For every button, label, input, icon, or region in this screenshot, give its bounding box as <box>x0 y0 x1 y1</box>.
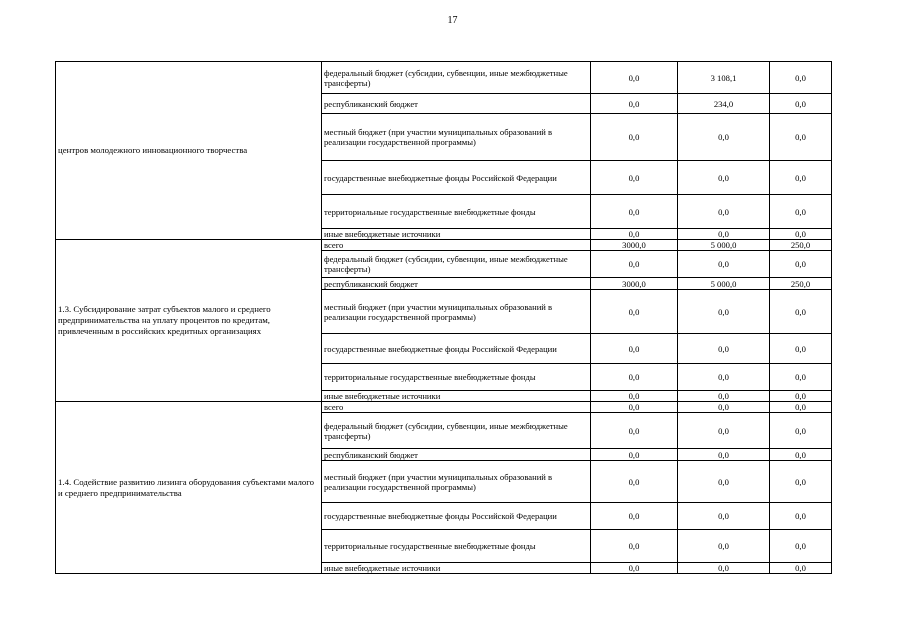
value-cell: 0,0 <box>591 530 678 563</box>
value-cell: 5 000,0 <box>678 278 770 290</box>
funding-source: территориальные государственные внебюджетные фонды <box>322 530 591 563</box>
funding-source: территориальные государственные внебюджетные фонды <box>322 364 591 391</box>
value-cell: 0,0 <box>770 503 832 530</box>
value-cell: 0,0 <box>591 290 678 334</box>
value-cell: 0,0 <box>591 364 678 391</box>
value-cell: 250,0 <box>770 278 832 290</box>
funding-source: государственные внебюджетные фонды Российской Федерации <box>322 161 591 195</box>
value-cell: 0,0 <box>770 461 832 503</box>
funding-source: всего <box>322 240 591 251</box>
value-cell: 0,0 <box>770 391 832 402</box>
value-cell: 0,0 <box>678 530 770 563</box>
value-cell: 0,0 <box>591 461 678 503</box>
value-cell: 3000,0 <box>591 240 678 251</box>
funding-source: федеральный бюджет (субсидии, субвенции, иные межбюджетные трансферты) <box>322 62 591 94</box>
funding-source: всего <box>322 402 591 413</box>
value-cell: 0,0 <box>678 461 770 503</box>
value-cell: 0,0 <box>770 290 832 334</box>
value-cell: 0,0 <box>678 161 770 195</box>
value-cell: 0,0 <box>770 449 832 461</box>
funding-source: республиканский бюджет <box>322 94 591 114</box>
value-cell: 0,0 <box>770 195 832 229</box>
value-cell: 0,0 <box>770 62 832 94</box>
funding-source: местный бюджет (при участии муниципальных образований в реализации государственной программы) <box>322 114 591 161</box>
value-cell: 0,0 <box>770 413 832 449</box>
value-cell: 0,0 <box>591 62 678 94</box>
value-cell: 0,0 <box>770 563 832 574</box>
table-row <box>56 240 832 251</box>
value-cell: 250,0 <box>770 240 832 251</box>
value-cell: 3 108,1 <box>678 62 770 94</box>
funding-source: республиканский бюджет <box>322 449 591 461</box>
value-cell: 0,0 <box>591 251 678 278</box>
value-cell: 0,0 <box>678 402 770 413</box>
value-cell: 0,0 <box>678 563 770 574</box>
value-cell: 0,0 <box>678 413 770 449</box>
value-cell: 0,0 <box>591 391 678 402</box>
funding-source: республиканский бюджет <box>322 278 591 290</box>
value-cell: 0,0 <box>770 364 832 391</box>
value-cell: 0,0 <box>678 290 770 334</box>
value-cell: 0,0 <box>678 251 770 278</box>
funding-source: федеральный бюджет (субсидии, субвенции, иные межбюджетные трансферты) <box>322 413 591 449</box>
value-cell: 0,0 <box>591 449 678 461</box>
value-cell: 0,0 <box>678 114 770 161</box>
value-cell: 0,0 <box>770 94 832 114</box>
value-cell: 0,0 <box>770 334 832 364</box>
value-cell: 0,0 <box>591 195 678 229</box>
value-cell: 0,0 <box>678 449 770 461</box>
value-cell: 0,0 <box>591 334 678 364</box>
value-cell: 0,0 <box>678 334 770 364</box>
value-cell: 0,0 <box>770 161 832 195</box>
funding-source: местный бюджет (при участии муниципальных образований в реализации государственной программы) <box>322 461 591 503</box>
value-cell: 0,0 <box>591 114 678 161</box>
table-row <box>56 402 832 413</box>
funding-source: государственные внебюджетные фонды Российской Федерации <box>322 334 591 364</box>
value-cell: 0,0 <box>591 161 678 195</box>
value-cell: 0,0 <box>770 114 832 161</box>
value-cell: 234,0 <box>678 94 770 114</box>
value-cell: 0,0 <box>591 402 678 413</box>
value-cell: 0,0 <box>591 94 678 114</box>
page-number: 17 <box>447 15 458 26</box>
value-cell: 0,0 <box>770 229 832 240</box>
value-cell: 0,0 <box>591 413 678 449</box>
table-row <box>56 62 832 94</box>
value-cell: 5 000,0 <box>678 240 770 251</box>
funding-source: иные внебюджетные источники <box>322 391 591 402</box>
value-cell: 0,0 <box>591 503 678 530</box>
program-cell: центров молодежного инновационного творчества <box>56 62 322 240</box>
value-cell: 0,0 <box>770 530 832 563</box>
funding-source: иные внебюджетные источники <box>322 229 591 240</box>
value-cell: 3000,0 <box>591 278 678 290</box>
program-cell: 1.3. Субсидирование затрат субъектов малого и среднего предпринимательства на уплату процентов по кредитам, привлеченным в российских кредитных организациях <box>56 240 322 402</box>
budget-table <box>55 61 832 574</box>
value-cell: 0,0 <box>678 195 770 229</box>
value-cell: 0,0 <box>770 251 832 278</box>
value-cell: 0,0 <box>770 402 832 413</box>
funding-source: территориальные государственные внебюджетные фонды <box>322 195 591 229</box>
funding-source: федеральный бюджет (субсидии, субвенции, иные межбюджетные трансферты) <box>322 251 591 278</box>
value-cell: 0,0 <box>678 364 770 391</box>
value-cell: 0,0 <box>678 391 770 402</box>
value-cell: 0,0 <box>591 229 678 240</box>
funding-source: местный бюджет (при участии муниципальных образований в реализации государственной программы) <box>322 290 591 334</box>
value-cell: 0,0 <box>591 563 678 574</box>
value-cell: 0,0 <box>678 503 770 530</box>
funding-source: иные внебюджетные источники <box>322 563 591 574</box>
funding-source: государственные внебюджетные фонды Российской Федерации <box>322 503 591 530</box>
value-cell: 0,0 <box>678 229 770 240</box>
program-cell: 1.4. Содействие развитию лизинга оборудования субъектами малого и среднего предпринимательства <box>56 402 322 574</box>
